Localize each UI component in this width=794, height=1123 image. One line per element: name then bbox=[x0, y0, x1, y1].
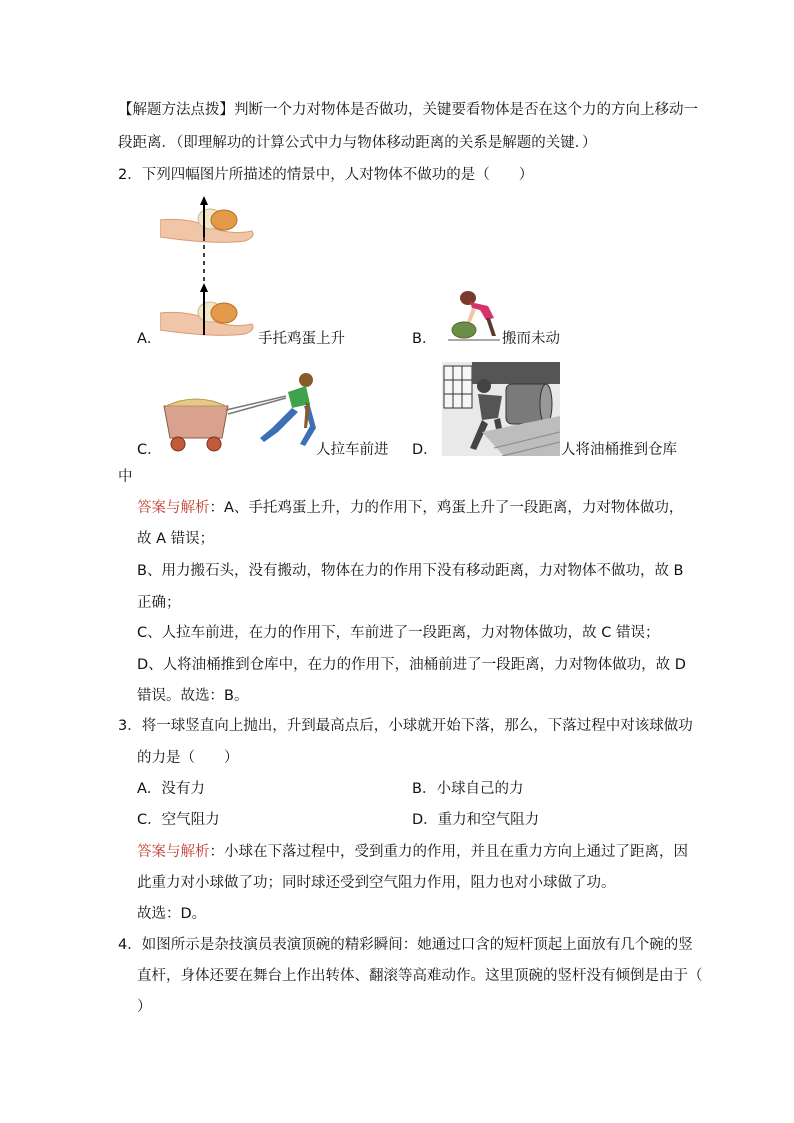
egg-brown-upper bbox=[211, 210, 237, 230]
q2-option-d-caption: 人将油桶推到仓库 bbox=[561, 442, 677, 458]
q2-option-c-caption: 人拉车前进 bbox=[316, 442, 389, 458]
q3-option-a: A．没有力 bbox=[137, 781, 205, 797]
q2-option-b-caption: 搬而未动 bbox=[502, 331, 560, 347]
stone bbox=[452, 322, 476, 338]
person-arm bbox=[466, 308, 476, 324]
q2-analysis-line-2: 故 A 错误； bbox=[137, 531, 215, 547]
q4-stem-line-2: 直杆，身体还要在舞台上作出转体、翻滚等高难动作。这里顶碗的竖杆没有倾倒是由于（ bbox=[137, 968, 703, 984]
pull-rope bbox=[226, 396, 286, 410]
figure-pulling-cart bbox=[160, 368, 318, 456]
q3-analysis-line-1: 答案与解析：小球在下落过程中，受到重力的作用，并且在重力方向上通过了距离，因 bbox=[137, 844, 688, 860]
q3-option-d: D．重力和空气阻力 bbox=[412, 812, 540, 828]
cart-wheel-right bbox=[207, 437, 221, 451]
q3-option-c: C．空气阻力 bbox=[137, 812, 220, 828]
q3-stem-line-2: 的力是（ ） bbox=[137, 750, 239, 766]
q2-option-d-caption-cont: 中 bbox=[118, 469, 133, 485]
q2-analysis-line-5: C、人拉车前进，在力的作用下，车前进了一段距离，力对物体做功，故 C 错误； bbox=[137, 625, 660, 641]
q2-option-a-letter: A． bbox=[137, 331, 162, 347]
q3-answer: 故选：D。 bbox=[137, 906, 207, 922]
tip-line-2: 段距离．（即理解功的计算公式中力与物体移动距离的关系是解题的关键．） bbox=[118, 135, 597, 151]
q2-option-b-letter: B． bbox=[412, 331, 437, 347]
figure-lifting-stone bbox=[440, 288, 502, 343]
q4-stem-line-1: 4．如图所示是杂技演员表演顶碗的精彩瞬间：她通过口含的短杆顶起上面放有几个碗的竖 bbox=[118, 937, 693, 953]
cart-wheel-left bbox=[171, 437, 185, 451]
cart-body bbox=[164, 406, 228, 438]
pull-rope-2 bbox=[228, 398, 286, 414]
q3-option-b: B．小球自己的力 bbox=[412, 781, 524, 797]
q2-option-a-caption: 手托鸡蛋上升 bbox=[258, 331, 345, 347]
q3-analysis-label: 答案与解析 bbox=[137, 844, 210, 860]
q4-stem-line-3: ） bbox=[137, 999, 152, 1015]
q2-analysis-line-7: 错误。故选：B。 bbox=[137, 688, 249, 704]
puller-head bbox=[299, 373, 313, 387]
person-leg bbox=[486, 318, 496, 336]
figure-pushing-drum bbox=[442, 362, 560, 456]
figure-egg-lifting bbox=[160, 195, 260, 345]
arrowhead-upper-icon bbox=[200, 196, 208, 205]
puller-leg-back bbox=[260, 408, 298, 442]
q2-analysis-line-1: 答案与解析：A、手托鸡蛋上升，力的作用下，鸡蛋上升了一段距离，力对物体做功， bbox=[137, 500, 684, 516]
tip-line-1: 【解题方法点拨】判断一个力对物体是否做功，关键要看物体是否在这个力的方向上移动一 bbox=[118, 102, 698, 118]
warehouse-window bbox=[444, 366, 472, 408]
q2-analysis-label: 答案与解析 bbox=[137, 500, 210, 516]
q2-analysis-line-4: 正确； bbox=[137, 595, 181, 611]
egg-brown-lower bbox=[211, 303, 237, 323]
q3-analysis-line-2: 此重力对小球做了功；同时球还受到空气阻力作用，阻力也对小球做了功。 bbox=[137, 875, 616, 891]
q3-stem-line-1: 3．将一球竖直向上抛出，升到最高点后，小球就开始下落，那么，下落过程中对该球做功 bbox=[118, 718, 693, 734]
q2-analysis-line-6: D、人将油桶推到仓库中，在力的作用下，油桶前进了一段距离，力对物体做功，故 D bbox=[137, 657, 686, 673]
cart-load bbox=[166, 399, 226, 406]
q2-option-d-letter: D． bbox=[412, 442, 438, 458]
oil-drum-end bbox=[540, 384, 552, 424]
q2-stem: 2．下列四幅图片所描述的情景中，人对物体不做功的是（ ） bbox=[118, 167, 534, 183]
q2-analysis-line-3: B、用力搬石头，没有搬动，物体在力的作用下没有移动距离，力对物体不做功，故 B bbox=[137, 563, 684, 579]
q2-option-c-letter: C． bbox=[137, 442, 162, 458]
worker-head bbox=[477, 379, 491, 393]
